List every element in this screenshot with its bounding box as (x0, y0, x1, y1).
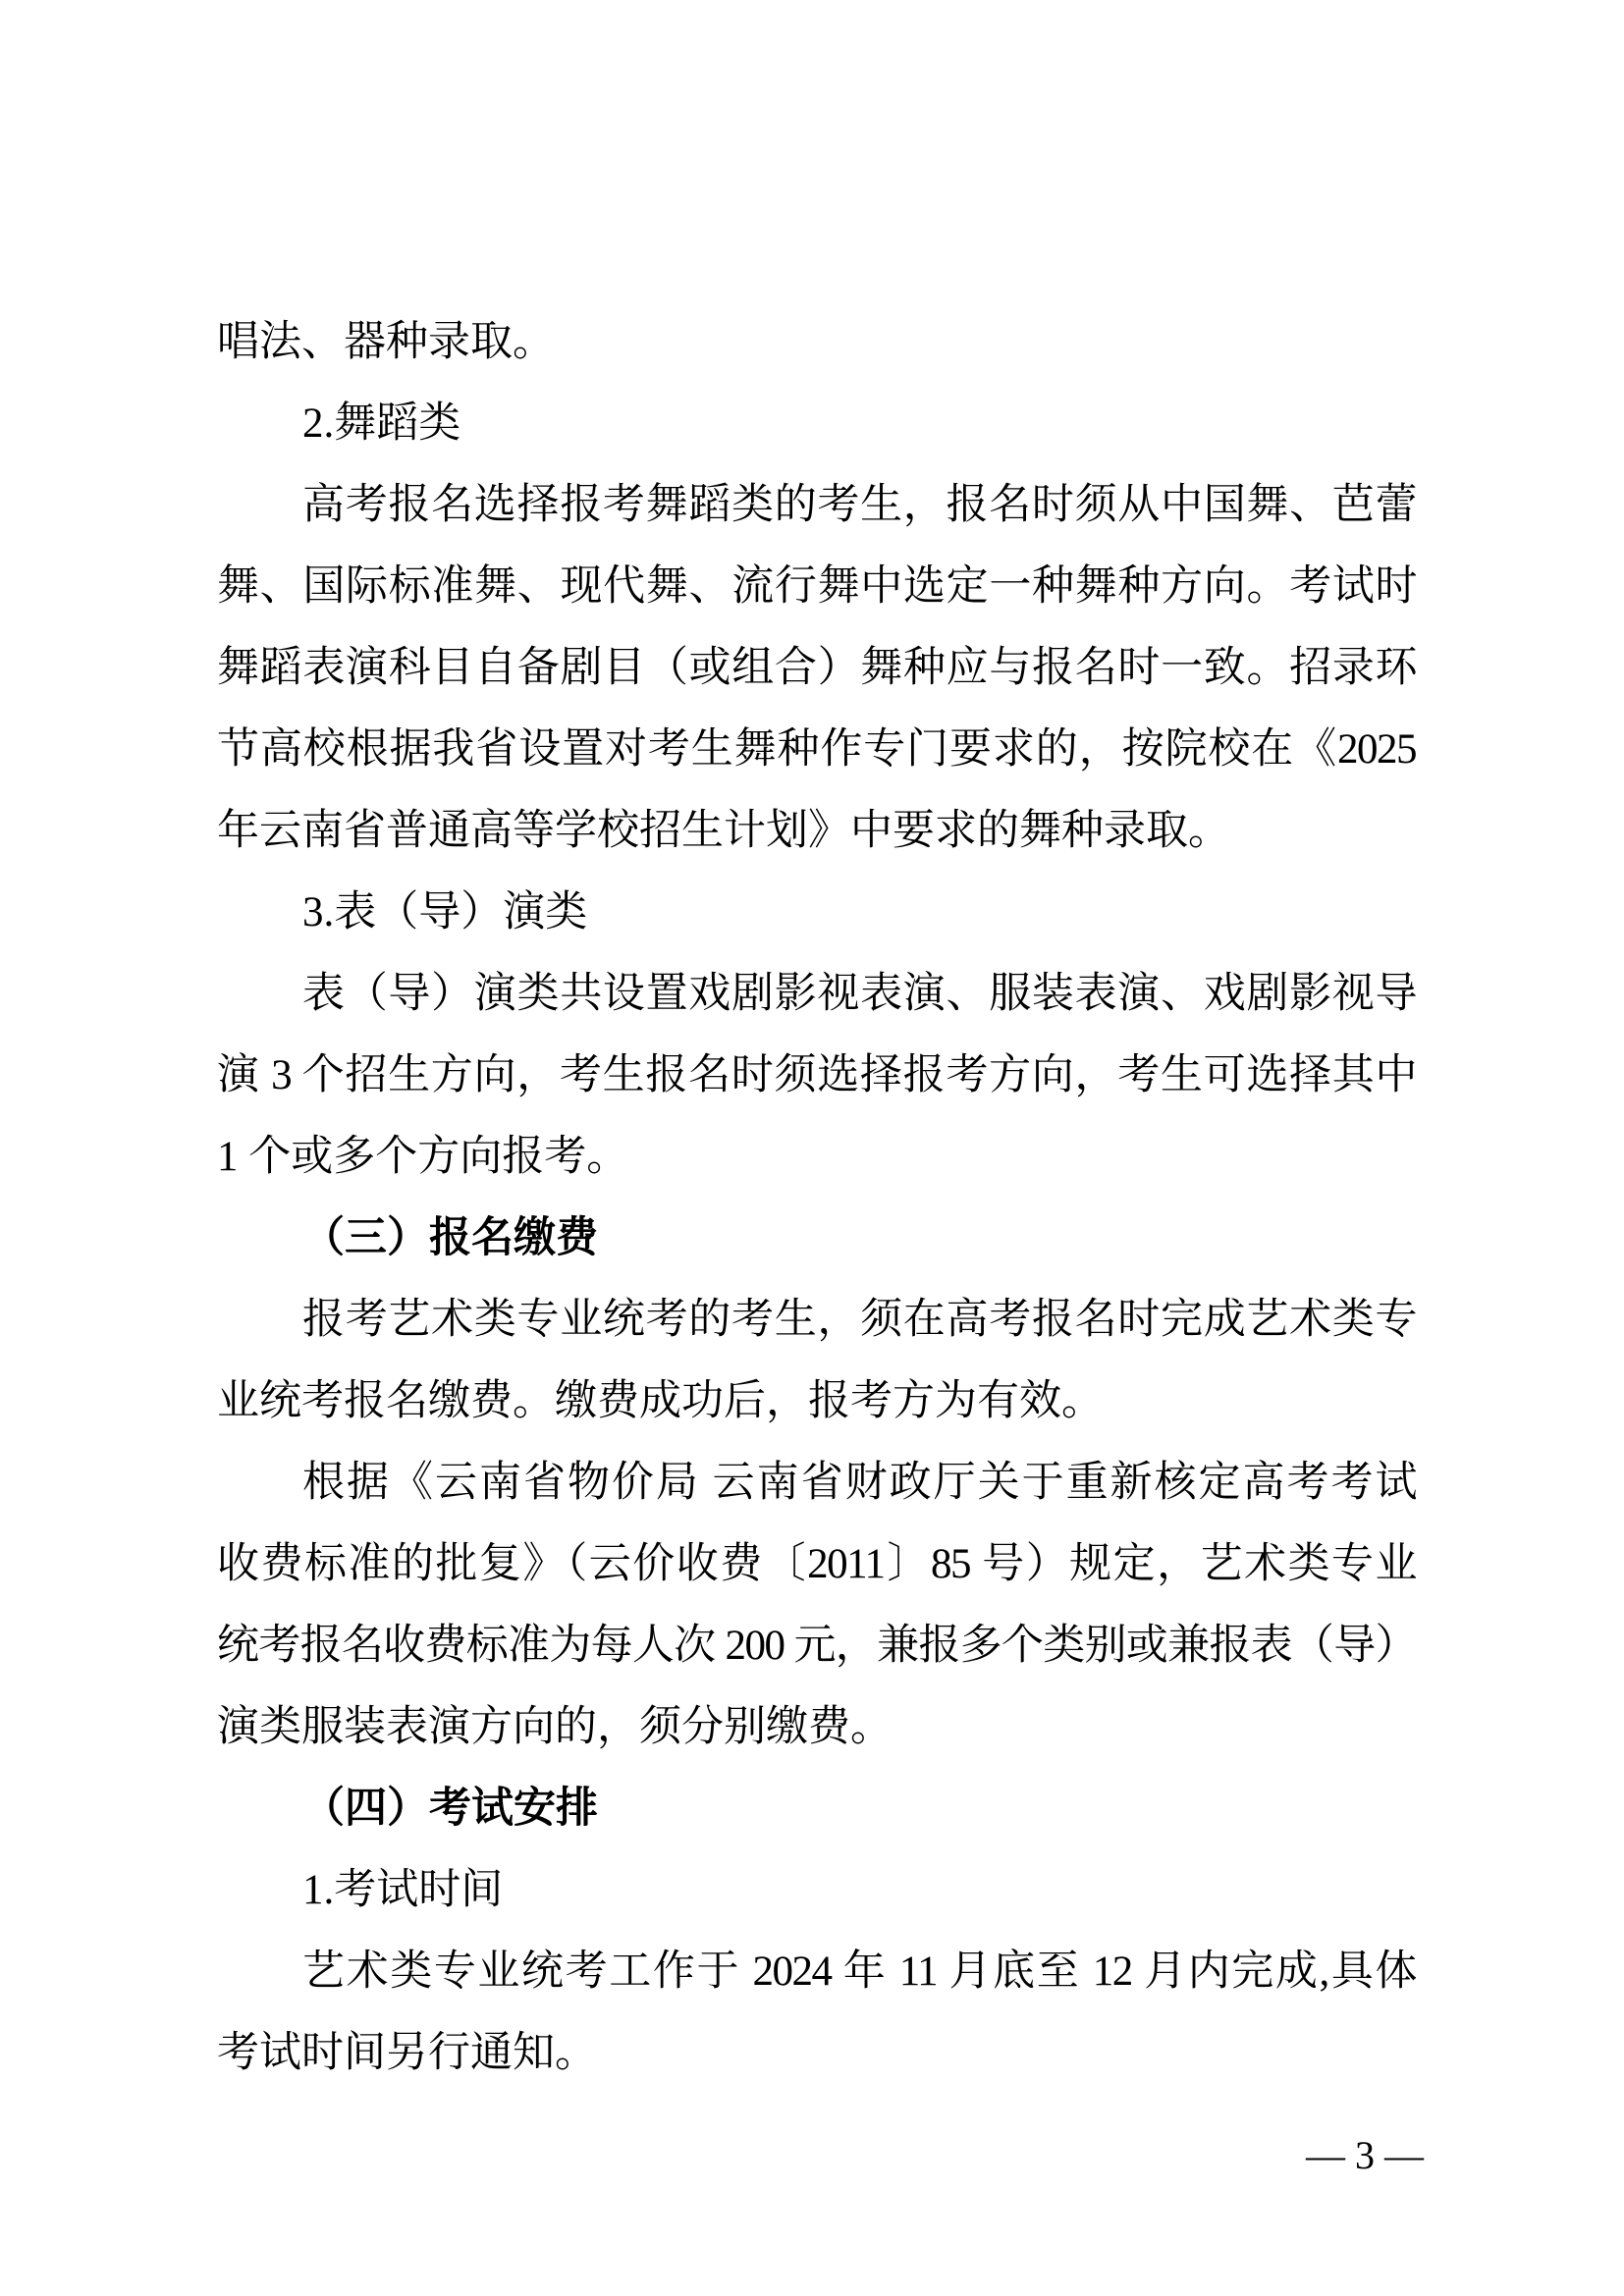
text-line: 节高校根据我省设置对考生舞种作专门要求的，按院校在《2025 (217, 726, 1416, 773)
text-line: 唱法、器种录取。 (217, 319, 555, 365)
item-exam-time: 1.考试时间 (302, 1867, 504, 1913)
text-line: 年云南省普通高等学校招生计划》中要求的舞种录取。 (217, 808, 1230, 854)
text-line: 收费标准的批复》（云价收费〔2011〕85 号）规定，艺术类专业 (217, 1541, 1416, 1587)
page-number: — 3 — (1306, 2133, 1424, 2177)
text-line: 统考报名收费标准为每人次 200 元，兼报多个类别或兼报表（导） (217, 1623, 1416, 1669)
text-line: 考试时间另行通知。 (217, 2030, 597, 2076)
heading-registration-payment: （三）报名缴费 (302, 1215, 598, 1261)
page-footer (1306, 2126, 1424, 2185)
item-performance-category: 3.表（导）演类 (302, 889, 588, 935)
text-line: 报考艺术类专业统考的考生，须在高考报名时完成艺术类专 (302, 1297, 1416, 1343)
text-line: 演 3 个招生方向，考生报名时须选择报考方向，考生可选择其中 (217, 1052, 1416, 1098)
item-dance-category: 2.舞蹈类 (302, 400, 461, 447)
heading-exam-arrangement: （四）考试安排 (302, 1786, 598, 1832)
document-body (217, 301, 1416, 2094)
text-line: 艺术类专业统考工作于 2024 年 11 月底至 12 月内完成,具体 (302, 1949, 1416, 1995)
text-line: 根据《云南省物价局 云南省财政厅关于重新核定高考考试 (302, 1460, 1416, 1506)
text-line: 1 个或多个方向报考。 (217, 1134, 629, 1180)
text-line: 舞蹈表演科目自备剧目（或组合）舞种应与报名时一致。招录环 (217, 645, 1416, 691)
text-line: 表（导）演类共设置戏剧影视表演、服装表演、戏剧影视导 (302, 971, 1416, 1017)
text-line: 舞、国际标准舞、现代舞、流行舞中选定一种舞种方向。考试时 (217, 563, 1416, 610)
text-line: 演类服装表演方向的，须分别缴费。 (217, 1704, 893, 1750)
text-line: 业统考报名缴费。缴费成功后，报考方为有效。 (217, 1378, 1104, 1424)
text-line: 高考报名选择报考舞蹈类的考生，报名时须从中国舞、芭蕾 (302, 482, 1416, 528)
